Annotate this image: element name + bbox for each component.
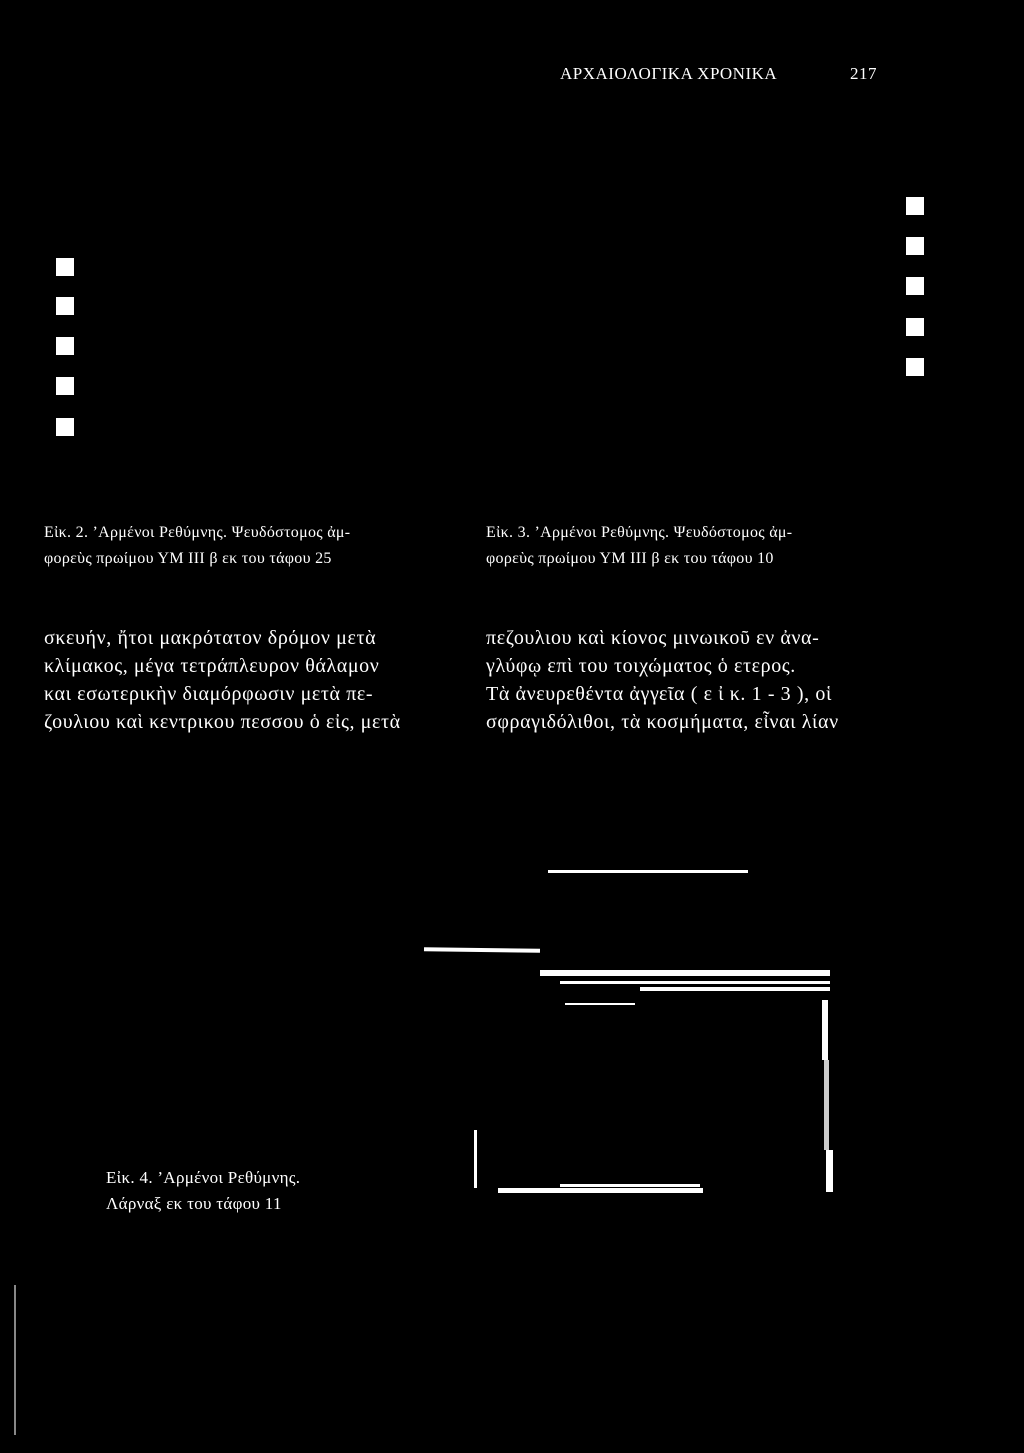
registration-mark <box>56 377 74 395</box>
registration-mark <box>56 258 74 276</box>
figure-2-caption <box>44 520 350 572</box>
body-right-column <box>486 624 839 736</box>
registration-mark <box>56 297 74 315</box>
larnax-edge <box>640 987 830 991</box>
larnax-edge <box>474 1130 477 1188</box>
caption-line: Εἰκ. 4. ’Αρμένοι Ρεθύμνης. <box>106 1168 301 1187</box>
text-line: κλίμακος, μέγα τετράπλευρον θάλαμον <box>44 655 380 677</box>
larnax-edge <box>826 1150 833 1192</box>
registration-mark <box>56 337 74 355</box>
page-number: 217 <box>850 64 877 83</box>
larnax-edge <box>424 947 540 953</box>
larnax-edge <box>14 1285 16 1435</box>
caption-line: Εἰκ. 3. ’Αρμένοι Ρεθύμνης. Ψευδόστομος ἀμ- <box>486 524 793 541</box>
text-line: Τὰ ἀνευρεθέντα ἀγγεῖα ( ε ἰ κ. 1 - 3 ), οἱ <box>486 683 832 705</box>
caption-line: Λάρναξ εκ του τάφου 11 <box>106 1194 282 1213</box>
figure-3-caption <box>486 520 792 572</box>
text-line: πεζουλιου καὶ κίονος μινωικοῦ εν ἀνα- <box>486 627 820 649</box>
larnax-edge <box>565 1003 635 1005</box>
registration-mark <box>906 237 924 255</box>
registration-mark <box>906 318 924 336</box>
registration-mark <box>56 418 74 436</box>
registration-mark <box>906 358 924 376</box>
larnax-edge <box>824 1060 829 1150</box>
body-left-column <box>44 624 401 736</box>
text-line: και εσωτερικὴν διαμόρφωσιν μετὰ πε- <box>44 683 374 705</box>
larnax-edge <box>498 1188 703 1193</box>
larnax-edge <box>560 1184 700 1187</box>
larnax-edge <box>560 981 830 984</box>
running-header <box>560 64 880 84</box>
figure-4-caption <box>106 1165 300 1217</box>
text-line: σφραγιδόλιθοι, τὰ κοσμήματα, εἶναι λίαν <box>486 711 839 733</box>
larnax-edge <box>548 870 748 873</box>
registration-mark <box>906 197 924 215</box>
larnax-edge <box>822 1000 828 1060</box>
caption-line: φορεὺς πρωίμου ΥΜ ΙΙΙ β εκ του τάφου 25 <box>44 550 332 567</box>
text-line: σκευήν, ἤτοι μακρότατον δρόμον μετὰ <box>44 627 377 649</box>
text-line: ζουλιου καὶ κεντρικου πεσσου ὁ εἰς, μετὰ <box>44 711 401 733</box>
caption-line: Εἰκ. 2. ’Αρμένοι Ρεθύμνης. Ψευδόστομος ἀμ- <box>44 524 351 541</box>
larnax-edge <box>540 970 830 976</box>
caption-line: φορεὺς πρωίμου ΥΜ ΙΙΙ β εκ του τάφου 10 <box>486 550 774 567</box>
text-line: γλύφῳ επὶ του τοιχώματος ὁ ετερος. <box>486 655 796 677</box>
running-title: ΑΡΧΑΙΟΛΟΓΙΚΑ ΧΡΟΝΙΚΑ <box>560 64 778 83</box>
registration-mark <box>906 277 924 295</box>
